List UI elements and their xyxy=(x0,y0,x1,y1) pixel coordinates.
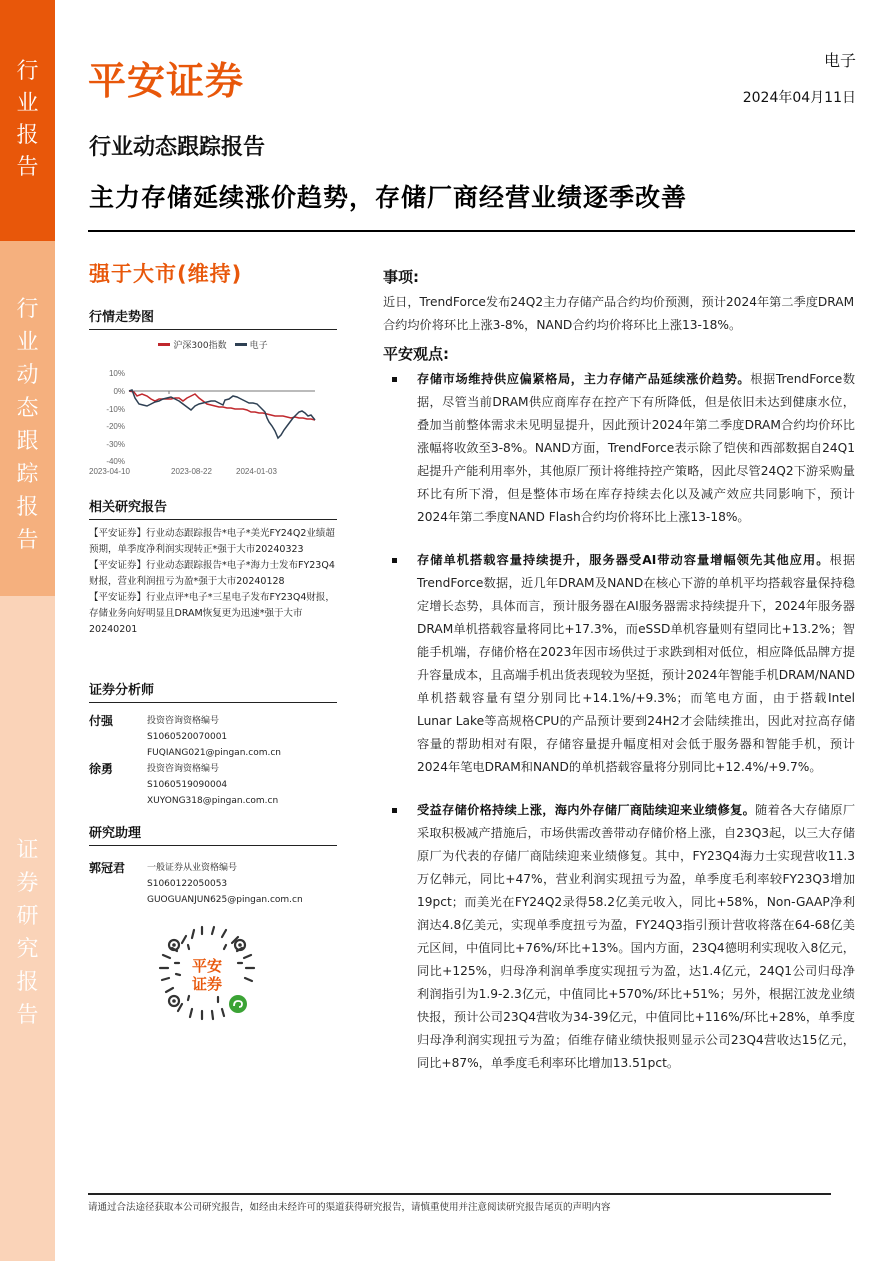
side-char: 态 xyxy=(16,396,39,421)
x-tick: 2023-08-22 xyxy=(171,467,212,476)
x-tick: 2024-01-03 xyxy=(236,467,277,476)
side-char: 踪 xyxy=(16,462,39,487)
related-report-item[interactable]: 【平安证券】行业动态跟踪报告*电子*海力士发布FY23Q4财报，营业利润扭亏为盈*强于大市20240128 xyxy=(89,560,335,587)
analysts-section xyxy=(89,679,337,809)
analyst-name: 付强 xyxy=(89,714,114,728)
market-line-chart xyxy=(89,346,337,486)
title-divider xyxy=(88,230,855,232)
legend-label: 沪深300指数 xyxy=(173,341,227,351)
viewpoint-list xyxy=(383,368,855,1075)
assistant-info xyxy=(147,860,303,908)
event-heading: 事项: xyxy=(383,268,419,286)
y-tick: 10% xyxy=(108,369,125,378)
bullet-square-icon xyxy=(392,808,397,813)
report-title: 主力存储延续涨价趋势，存储厂商经营业绩逐季改善 xyxy=(89,183,688,212)
analyst-card xyxy=(89,761,337,809)
side-char: 动 xyxy=(16,363,39,388)
cert-number: S1060122050053 xyxy=(147,879,228,889)
cert-label: 一般证券从业资格编号 xyxy=(147,863,238,873)
side-char: 跟 xyxy=(16,429,39,454)
viewpoint-item xyxy=(383,368,855,529)
related-reports-list xyxy=(89,526,337,638)
side-char: 证 xyxy=(16,838,39,863)
report-type: 行业动态跟踪报告 xyxy=(89,135,266,160)
qr-logo-text: 证券 xyxy=(191,975,223,993)
side-char: 行 xyxy=(16,59,39,84)
market-chart-section xyxy=(89,306,337,476)
viewpoint-text: 随着各大存储原厂采取积极减产措施后，市场供需改善带动存储价格上涨，自23Q3起，以三大存储原厂为代表的存储厂商陆续迎来业绩修复。其中，FY23Q4海力士实现营收11.3万亿韩元，同比+47%，营业利润实现扭亏为盈，单季度毛利率较FY23Q3增加19pct；而美光在FY24Q2录得58.2亿美元收入，同比+58%，Non-GAAP净利润达4.8亿美元，实现单季度扭亏为盈，FY24Q3指引预计营收将落在64-68亿美元区间，中值同比+76%/环比+13%。国内方面，23Q4德明利实现收入8亿元，同比+125%，归母净利润单季度实现扭亏为盈，达1.4亿元，24Q1公司归母净利润指引为1.9-2.3亿元，中值同比+570%/环比+51%；另外，根据江波龙业绩快报，预计公司23Q4营收为34-39亿元，中值同比+116%/环比+28%，单季度归母净利润实现扭亏为盈；佰维存储业绩快报则显示公司23Q4营收达15亿元，同比+87%，单季度毛利率环比增加13.51pct。 xyxy=(417,803,856,1070)
side-char: 报 xyxy=(16,970,39,995)
rating-block xyxy=(89,258,337,288)
company-logo: 平安证券 xyxy=(88,59,245,103)
side-char: 报 xyxy=(16,495,39,520)
analyst-info xyxy=(147,713,281,761)
side-char: 报 xyxy=(16,123,39,148)
view-heading: 平安观点: xyxy=(383,345,449,363)
side-banner-industry-report xyxy=(0,0,55,241)
analysts-title: 证券分析师 xyxy=(89,679,337,703)
main-content xyxy=(383,266,855,1075)
y-tick: -20% xyxy=(106,422,125,431)
related-reports-title: 相关研究报告 xyxy=(89,496,337,520)
assistant-card xyxy=(89,860,337,908)
analyst-email[interactable]: FUQIANG021@pingan.com.cn xyxy=(147,748,281,758)
viewpoint-bold-lead: 存储市场维持供应偏紧格局，主力存储产品延续涨价趋势。 xyxy=(417,372,751,386)
side-char: 行 xyxy=(16,297,39,322)
viewpoint-bold-lead: 存储单机搭载容量持续提升，服务器受AI带动容量增幅领先其他应用。 xyxy=(417,553,830,567)
bullet-square-icon xyxy=(392,377,397,382)
bullet-square-icon xyxy=(392,558,397,563)
viewpoint-bold-lead: 受益存储价格持续上涨，海内外存储厂商陆续迎来业绩修复。 xyxy=(417,803,756,817)
analyst-name: 徐勇 xyxy=(89,762,114,776)
footer-divider xyxy=(88,1193,831,1195)
y-tick: -30% xyxy=(106,440,125,449)
side-banner xyxy=(0,0,55,1261)
side-banner-securities-research xyxy=(0,596,55,1261)
side-char: 业 xyxy=(16,91,39,116)
analyst-card xyxy=(89,713,337,761)
sector-label: 电子 xyxy=(823,51,856,70)
viewpoint-text: 根据TrendForce数据，尽管当前DRAM供应商库存在控产下有所降低，但是依旧未达到健康水位，叠加当前整体需求未见明显提升，因此预计2024年第二季度DRAM合约均价环比涨幅将收敛至3-8%。NAND方面，TrendForce表示除了铠侠和西部数据自24Q1起提升产能利用率外，其他原厂预计将维持控产策略，因此尽管24Q2下游采购量环比有所下滑，但是整体市场在库存持续去化以及减产效应共同影响下，预计2024年第二季度NAND Flash合约均价将环比上涨13-18%。 xyxy=(417,372,856,524)
x-tick: 2023-04-10 xyxy=(89,467,130,476)
cert-label: 投资咨询资格编号 xyxy=(147,716,220,726)
y-tick: -10% xyxy=(106,405,125,414)
legend-label: 电子 xyxy=(249,341,268,351)
related-report-item[interactable]: 【平安证券】行业点评*电子*三星电子发布FY23Q4财报，存储业务向好明显且DRAM恢复更为迅速*强于大市20240201 xyxy=(89,592,335,635)
event-text: 近日，TrendForce发布24Q2主力存储产品合约均价预测，预计2024年第二季度DRAM合约均价将环比上涨3-8%，NAND合约均价将环比上涨13-18%。 xyxy=(383,295,855,332)
chart-section-title: 行情走势图 xyxy=(89,306,337,330)
side-char: 研 xyxy=(16,904,39,929)
side-banner-tracking-report xyxy=(0,241,55,596)
assistant-email[interactable]: GUOGUANJUN625@pingan.com.cn xyxy=(147,895,303,905)
analyst-info xyxy=(147,761,278,809)
assistant-name: 郭冠君 xyxy=(89,861,126,875)
viewpoint-item xyxy=(383,799,855,1075)
series-line-electronics xyxy=(129,390,315,438)
related-report-item[interactable]: 【平安证券】行业动态跟踪报告*电子*美光FY24Q2业绩超预期，单季度净利润实现转正*强于大市20240323 xyxy=(89,528,335,555)
assistant-title: 研究助理 xyxy=(89,822,337,846)
y-tick: -40% xyxy=(106,457,125,466)
viewpoint-item xyxy=(383,549,855,779)
mini-program-icon xyxy=(229,995,247,1013)
viewpoint-text: 根据TrendForce数据，近几年DRAM及NAND在核心下游的单机平均搭载容量保持稳定增长态势，具体而言，预计服务器在AI服务器需求持续提升下，2024年服务器DRAM单机搭载容量将同比+17.3%，而eSSD单机容量则有望同比+13.2%；智能手机端，存储价格在2023年因市场供过于求跌到相对低位，相应降低品牌方提升容量成本，且高端手机出货表现较为坚挺，预计2024年智能手机DRAM/NAND单机搭载容量有望分别同比+14.1%/+9.3%；而笔电方面，由于搭载Intel Lunar Lake等高规格CPU的产品预计要到24H2才会陆续推出，因此对拉高存储容量的帮助相对有限，存储容量提升幅度相对会低于服务器和智能手机，预计2024年笔电DRAM和NAND的单机搭载容量将分别同比+12.4%/+9.7%。 xyxy=(417,553,856,774)
related-reports-section xyxy=(89,496,337,638)
research-assistant-section xyxy=(89,822,337,908)
footer-disclaimer: 请通过合法途径获取本公司研究报告，如经由未经许可的渠道获得研究报告，请慎重使用并注意阅读研究报告尾页的声明内容 xyxy=(88,1202,611,1213)
analyst-email[interactable]: XUYONG318@pingan.com.cn xyxy=(147,796,279,806)
mini-program-qr-code[interactable] xyxy=(152,918,262,1028)
cert-number: S1060519090004 xyxy=(147,780,228,790)
cert-number: S1060520070001 xyxy=(147,732,228,742)
y-tick: 0% xyxy=(113,387,125,396)
side-char: 究 xyxy=(16,937,39,962)
qr-logo-text: 平安 xyxy=(191,957,223,975)
side-char: 告 xyxy=(16,155,39,180)
side-char: 业 xyxy=(16,330,39,355)
side-char: 告 xyxy=(16,1003,39,1028)
rating-label: 强于大市(维持) xyxy=(89,262,243,286)
side-char: 券 xyxy=(16,871,39,896)
report-date: 2024年04月11日 xyxy=(742,90,856,106)
series-line-csi300 xyxy=(129,391,315,420)
cert-label: 投资咨询资格编号 xyxy=(147,764,220,774)
side-char: 告 xyxy=(16,528,39,553)
